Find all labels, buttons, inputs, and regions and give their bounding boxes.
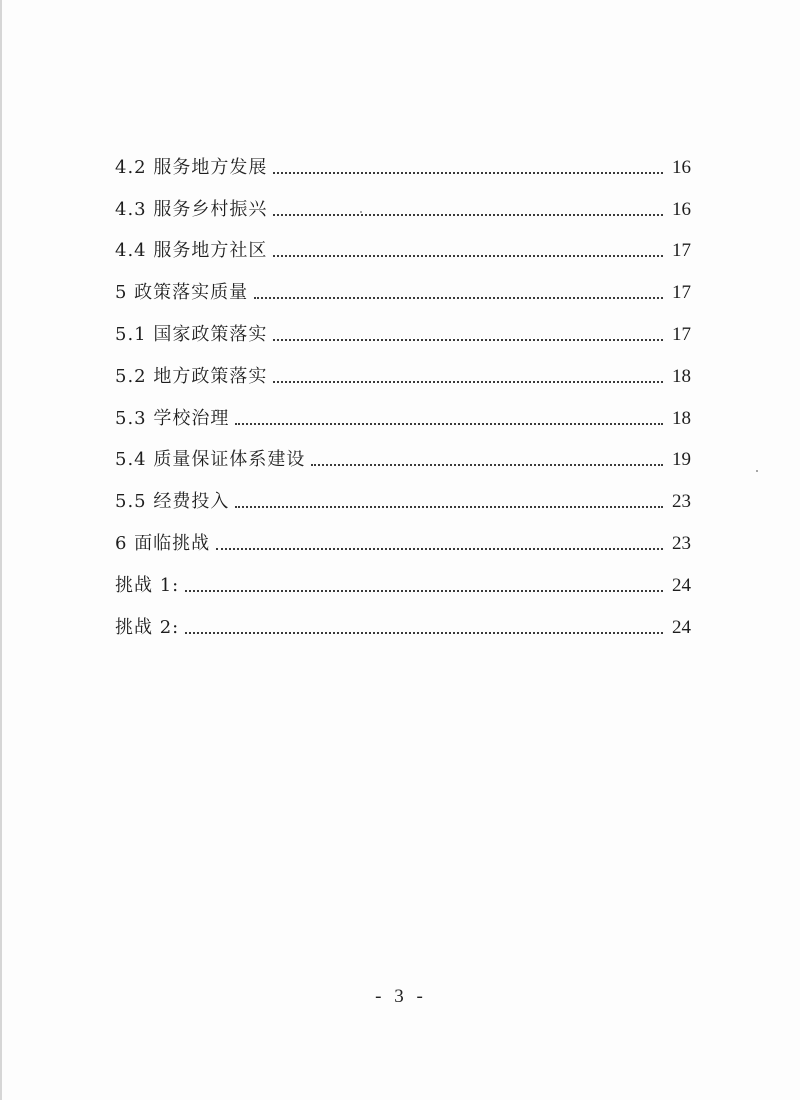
toc-entry-page: 18 <box>672 365 691 387</box>
scan-speck <box>756 470 758 472</box>
toc-entry-title: 挑战 1: <box>115 574 180 596</box>
toc-dot-leader <box>185 590 663 592</box>
toc-entry-title: 5 政策落实质量 <box>115 282 249 304</box>
toc-entry[interactable] <box>115 515 691 557</box>
toc-dot-leader <box>273 172 663 174</box>
toc-entry-title: 4.2 服务地方发展 <box>115 156 268 178</box>
toc-dot-leader <box>235 423 663 425</box>
toc-entry[interactable] <box>115 223 691 265</box>
toc-dot-leader <box>216 548 663 550</box>
toc-entry-page: 17 <box>672 282 691 304</box>
table-of-contents <box>115 139 691 641</box>
toc-entry-page: 24 <box>672 574 691 596</box>
toc-entry-title: 挑战 2: <box>115 616 180 638</box>
toc-dot-leader <box>273 255 663 257</box>
toc-entry[interactable] <box>115 473 691 515</box>
toc-entry-page: 17 <box>672 323 691 345</box>
toc-dot-leader <box>254 297 663 299</box>
toc-entry[interactable] <box>115 139 691 181</box>
page-number: - 3 - <box>375 986 427 1007</box>
toc-entry-title: 5.5 经费投入 <box>115 491 230 513</box>
toc-dot-leader <box>311 464 663 466</box>
toc-entry[interactable] <box>115 432 691 474</box>
toc-entry[interactable] <box>115 390 691 432</box>
toc-entry-page: 23 <box>672 532 691 554</box>
toc-entry-page: 16 <box>672 198 691 220</box>
toc-entry-page: 18 <box>672 407 691 429</box>
toc-entry-title: 5.1 国家政策落实 <box>115 323 268 345</box>
toc-entry-title: 5.4 质量保证体系建设 <box>115 449 306 471</box>
toc-entry-page: 16 <box>672 156 691 178</box>
toc-entry[interactable] <box>115 557 691 599</box>
toc-entry-title: 5.2 地方政策落实 <box>115 365 268 387</box>
toc-entry-title: 4.3 服务乡村振兴 <box>115 198 268 220</box>
toc-dot-leader <box>273 214 663 216</box>
toc-entry-page: 23 <box>672 491 691 513</box>
toc-entry-title: 5.3 学校治理 <box>115 407 230 429</box>
scan-speck <box>360 211 362 213</box>
toc-entry[interactable] <box>115 264 691 306</box>
toc-entry[interactable] <box>115 599 691 641</box>
toc-dot-leader <box>273 381 663 383</box>
toc-entry[interactable] <box>115 348 691 390</box>
toc-dot-leader <box>273 339 663 341</box>
toc-entry-title: 4.4 服务地方社区 <box>115 240 268 262</box>
toc-dot-leader <box>185 632 663 634</box>
toc-entry-page: 17 <box>672 240 691 262</box>
toc-entry[interactable] <box>115 181 691 223</box>
toc-entry-page: 24 <box>672 616 691 638</box>
toc-entry[interactable] <box>115 306 691 348</box>
toc-dot-leader <box>235 506 663 508</box>
toc-entry-page: 19 <box>672 449 691 471</box>
toc-entry-title: 6 面临挑战 <box>115 532 211 554</box>
